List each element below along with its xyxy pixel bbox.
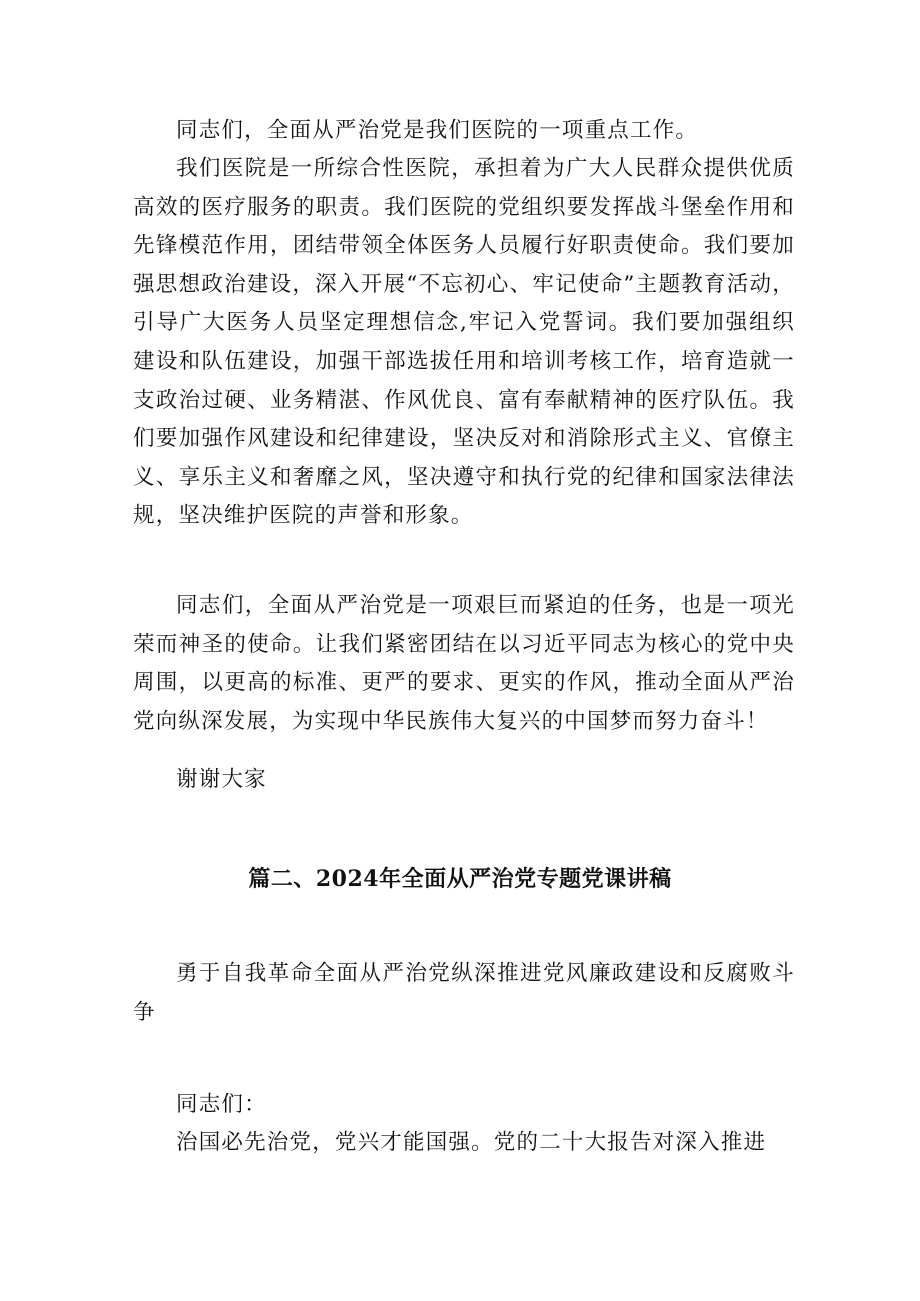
paragraph-subtitle: 勇于自我革命全面从严治党纵深推进党风廉政建设和反腐败斗争 [133,961,795,1025]
paragraph-body-start: 治国必先治党，党兴才能国强。党的二十大报告对深入推进 [176,1130,767,1155]
section-heading: 篇二、2024年全面从严治党专题党课讲稿 [248,866,672,892]
paragraph-hospital-duties: 我们医院是一所综合性医院，承担着为广大人民群众提供优质高效的医疗服务的职责。我们医院的党组织要发挥战斗堡垒作用和先锋模范作用，团结带领全体医务人员履行好职责使命。我们要加强思想政治建设，深入开展“不忘初心、牢记使命”主题教育活动，引导广大医务人员坚定理想信念,牢记入党誓词。我们要加强组织建设和队伍建设，加强干部选拔任用和培训考核工作，培育造就一支政治过硬、业务精湛、作风优良、富有奉献精神的医疗队伍。我们要加强作风建设和纪律建设，坚决反对和消除形式主义、官僚主义、享乐主义和奢靡之风，坚决遵守和执行党的纪律和国家法律法规，坚决维护医院的声誉和形象。 [133,156,795,529]
paragraph-call-to-action: 同志们，全面从严治党是一项艰巨而紧迫的任务，也是一项光荣而神圣的使命。让我们紧密团结在以习近平同志为核心的党中央周围，以更高的标准、更严的要求、更实的作风，推动全面从严治党向纵深发展，为实现中华民族伟大复兴的中国梦而努力奋斗！ [133,593,795,734]
paragraph-thanks: 谢谢大家 [176,767,267,792]
paragraph-opening: 同志们，全面从严治党是我们医院的一项重点工作。 [176,118,699,143]
paragraph-salutation: 同志们： [176,1092,267,1117]
